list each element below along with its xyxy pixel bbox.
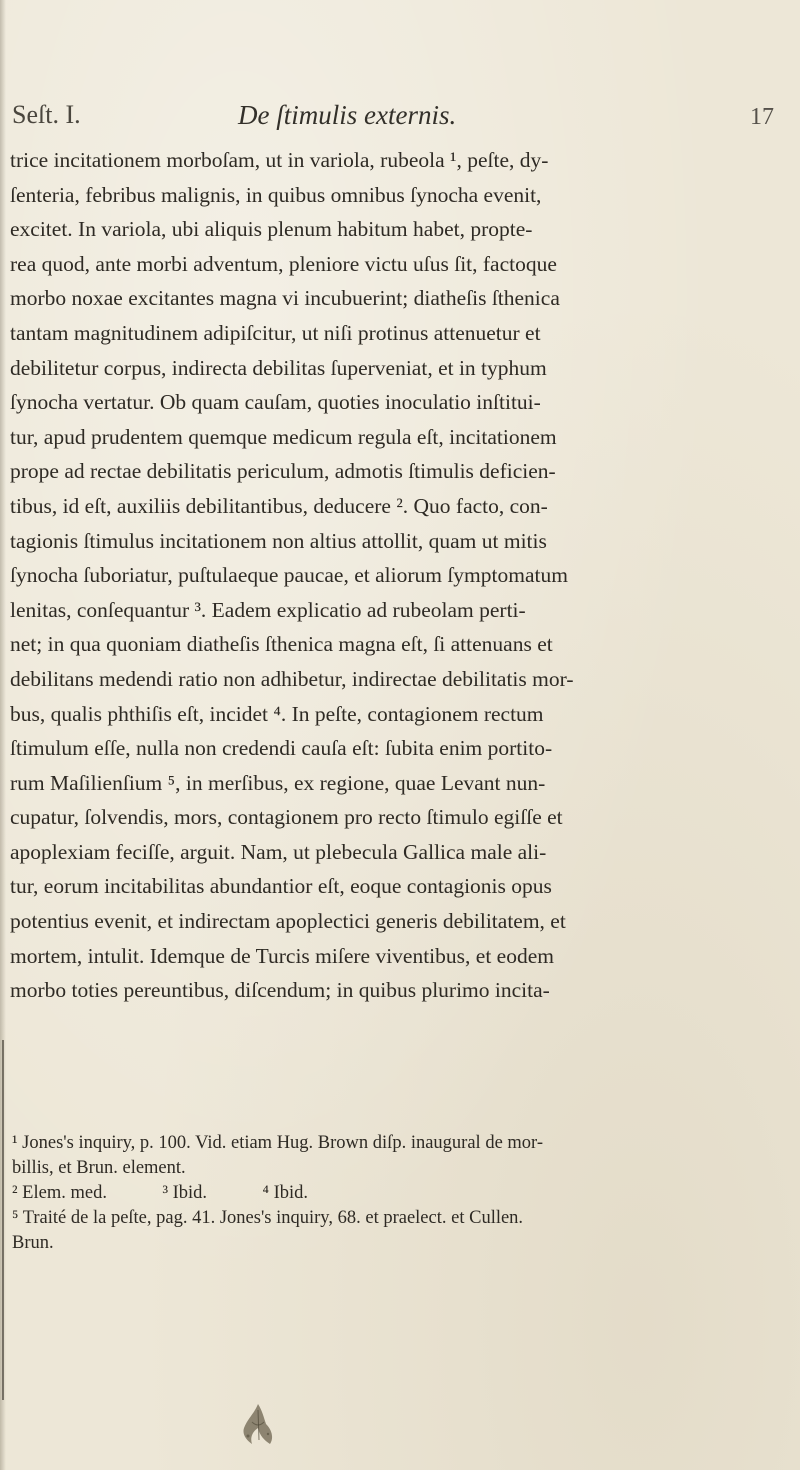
page-number: 17 bbox=[750, 104, 774, 130]
text-line: rea quod, ante morbi adventum, pleniore victu uſus ſit, factoque bbox=[10, 251, 557, 276]
text-line: tantam magnitudinem adipiſcitur, ut niſi protinus attenuetur et bbox=[10, 320, 541, 345]
text-line: ſenteria, febribus malignis, in quibus omnibus ſynocha evenit, bbox=[10, 182, 542, 207]
text-line: ſynocha vertatur. Ob quam cauſam, quoties inoculatio inſtitui- bbox=[10, 390, 541, 415]
text-line: prope ad rectae debilitatis periculum, admotis ſtimulis deficien- bbox=[10, 459, 556, 484]
text-line: cupatur, ſolvendis, mors, contagionem pro recto ſtimulo egiſſe et bbox=[10, 805, 563, 830]
running-title: De ſtimulis externis. bbox=[238, 100, 457, 130]
footnote-line: ¹ Jones's inquiry, p. 100. Vid. etiam Hug. Brown diſp. inaugural de mor- bbox=[12, 1133, 543, 1153]
text-line: morbo noxae excitantes magna vi incubuerint; diatheſis ſthenica bbox=[10, 286, 560, 311]
text-line: tibus, id eſt, auxiliis debilitantibus, deducere ². Quo facto, con- bbox=[10, 493, 548, 518]
text-line: tur, apud prudentem quemque medicum regula eſt, incitationem bbox=[10, 424, 557, 449]
text-line: debilitans medendi ratio non adhibetur, indirectae debilitatis mor- bbox=[10, 666, 574, 691]
text-line: bus, qualis phthiſis eſt, incidet ⁴. In peſte, contagionem rectum bbox=[10, 701, 544, 726]
footnote-line: ² Elem. med. ³ Ibid. ⁴ Ibid. bbox=[12, 1183, 309, 1203]
fleuron-ornament-icon bbox=[230, 1400, 290, 1450]
text-line: excitet. In variola, ubi aliquis plenum habitum habet, propte- bbox=[10, 217, 533, 242]
text-line: debilitetur corpus, indirecta debilitas ſuperveniat, et in typhum bbox=[10, 355, 547, 380]
footnote-line: billis, et Brun. element. bbox=[12, 1158, 186, 1178]
footnote-line: ⁵ Traité de la peſte, pag. 41. Jones's inquiry, 68. et praelect. et Cullen. bbox=[12, 1208, 524, 1228]
text-line: tagionis ſtimulus incitationem non altius attollit, quam ut mitis bbox=[10, 528, 547, 553]
margin-rule bbox=[2, 1040, 4, 1400]
text-line: apoplexiam feciſſe, arguit. Nam, ut plebecula Gallica male ali- bbox=[10, 839, 547, 864]
text-line: rum Maſilienſium ⁵, in merſibus, ex regione, quae Levant nun- bbox=[10, 770, 546, 795]
text-line: lenitas, conſequantur ³. Eadem explicatio ad rubeolam perti- bbox=[10, 597, 526, 622]
text-line: net; in qua quoniam diatheſis ſthenica magna eſt, ſi attenuans et bbox=[10, 632, 553, 657]
text-line: trice incitationem morboſam, ut in variola, rubeola ¹, peſte, dy- bbox=[10, 148, 549, 172]
text-line: mortem, intulit. Idemque de Turcis miſere viventibus, et eodem bbox=[10, 943, 554, 968]
text-line: ſynocha ſuboriatur, puſtulaeque paucae, et aliorum ſymptomatum bbox=[10, 563, 568, 588]
text-line: potentius evenit, et indirectam apoplectici generis debilitatem, et bbox=[10, 909, 566, 934]
footnotes bbox=[12, 1131, 800, 1256]
section-label: Seſt. I. bbox=[12, 100, 81, 129]
text-line: tur, eorum incitabilitas abundantior eſt, eoque contagionis opus bbox=[10, 874, 552, 899]
text-line: morbo toties pereuntibus, diſcendum; in quibus plurimo incita- bbox=[10, 978, 550, 1003]
running-header bbox=[0, 100, 800, 140]
text-line: ſtimulum eſſe, nulla non credendi cauſa eſt: ſubita enim portito- bbox=[10, 736, 553, 761]
footnote-line: Brun. bbox=[12, 1233, 54, 1253]
main-text bbox=[10, 143, 800, 1008]
